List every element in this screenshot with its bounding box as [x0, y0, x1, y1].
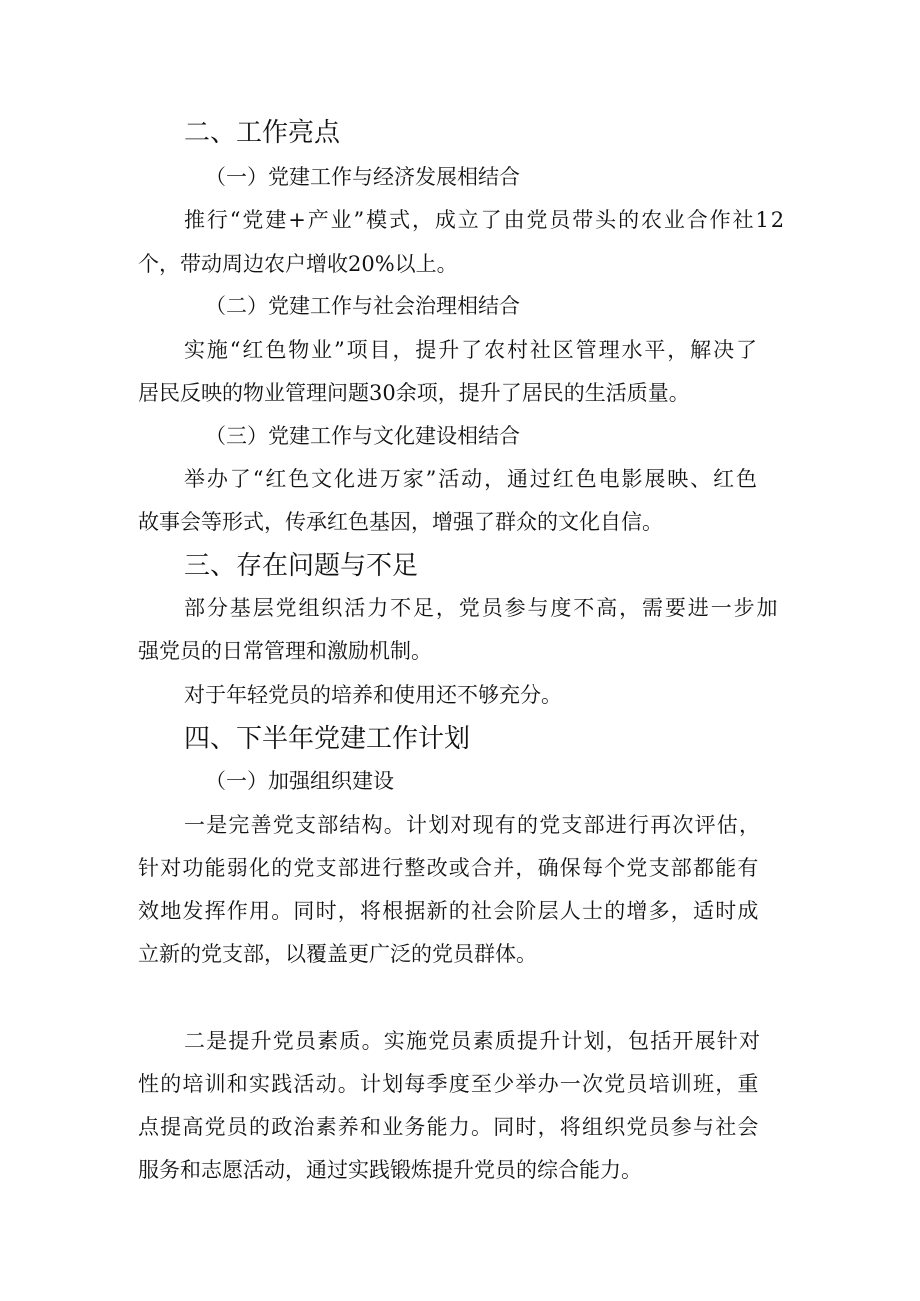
paragraph-line: 性的培训和实践活动。计划每季度至少举办一次党员培训班，重: [138, 1072, 760, 1096]
subsection-heading-economy: （一）党建工作与经济发展相结合: [205, 165, 520, 189]
subsection-heading-culture: （三）党建工作与文化建设相结合: [205, 424, 520, 448]
paragraph-line: 一是完善党支部结构。计划对现有的党支部进行再次评估，: [184, 813, 762, 837]
paragraph-line: 强党员的日常管理和激励机制。: [138, 639, 432, 663]
section-heading-problems: 三、存在问题与不足: [184, 551, 419, 581]
paragraph-line: 二是提升党员素质。实施党员素质提升计划，包括开展针对: [184, 1029, 762, 1053]
paragraph-line: 立新的党支部，以覆盖更广泛的党员群体。: [138, 942, 537, 966]
section-heading-highlights: 二、工作亮点: [184, 118, 341, 148]
paragraph-line: 举办了“红色文化进万家”活动，通过红色电影展映、红色: [184, 467, 759, 491]
paragraph-line: 效地发挥作用。同时，将根据新的社会阶层人士的增多，适时成: [138, 899, 760, 923]
paragraph-line: 居民反映的物业管理问题30余项，提升了居民的生活质量。: [138, 381, 690, 405]
paragraph-line: 点提高党员的政治素养和业务能力。同时，将组织党员参与社会: [138, 1115, 760, 1139]
paragraph-line: 推行“党建+产业”模式，成立了由党员带头的农业合作社12: [184, 208, 786, 232]
paragraph-line: 故事会等形式，传承红色基因，增强了群众的文化自信。: [138, 510, 663, 534]
paragraph-line: 实施“红色物业”项目，提升了农村社区管理水平，解决了: [184, 338, 759, 362]
subsection-heading-governance: （二）党建工作与社会治理相结合: [205, 294, 520, 318]
section-heading-plan: 四、下半年党建工作计划: [184, 724, 471, 754]
paragraph-line: 对于年轻党员的培养和使用还不够充分。: [184, 683, 562, 707]
paragraph-line: 针对功能弱化的党支部进行整改或合并，确保每个党支部都能有: [138, 856, 760, 880]
paragraph-line: 服务和志愿活动，通过实践锻炼提升党员的综合能力。: [138, 1158, 642, 1182]
paragraph-line: 个，带动周边农户增收20%以上。: [138, 252, 458, 276]
subsection-heading-organization: （一）加强组织建设: [205, 769, 394, 793]
paragraph-line: 部分基层党组织活力不足，党员参与度不高，需要进一步加: [184, 596, 780, 620]
